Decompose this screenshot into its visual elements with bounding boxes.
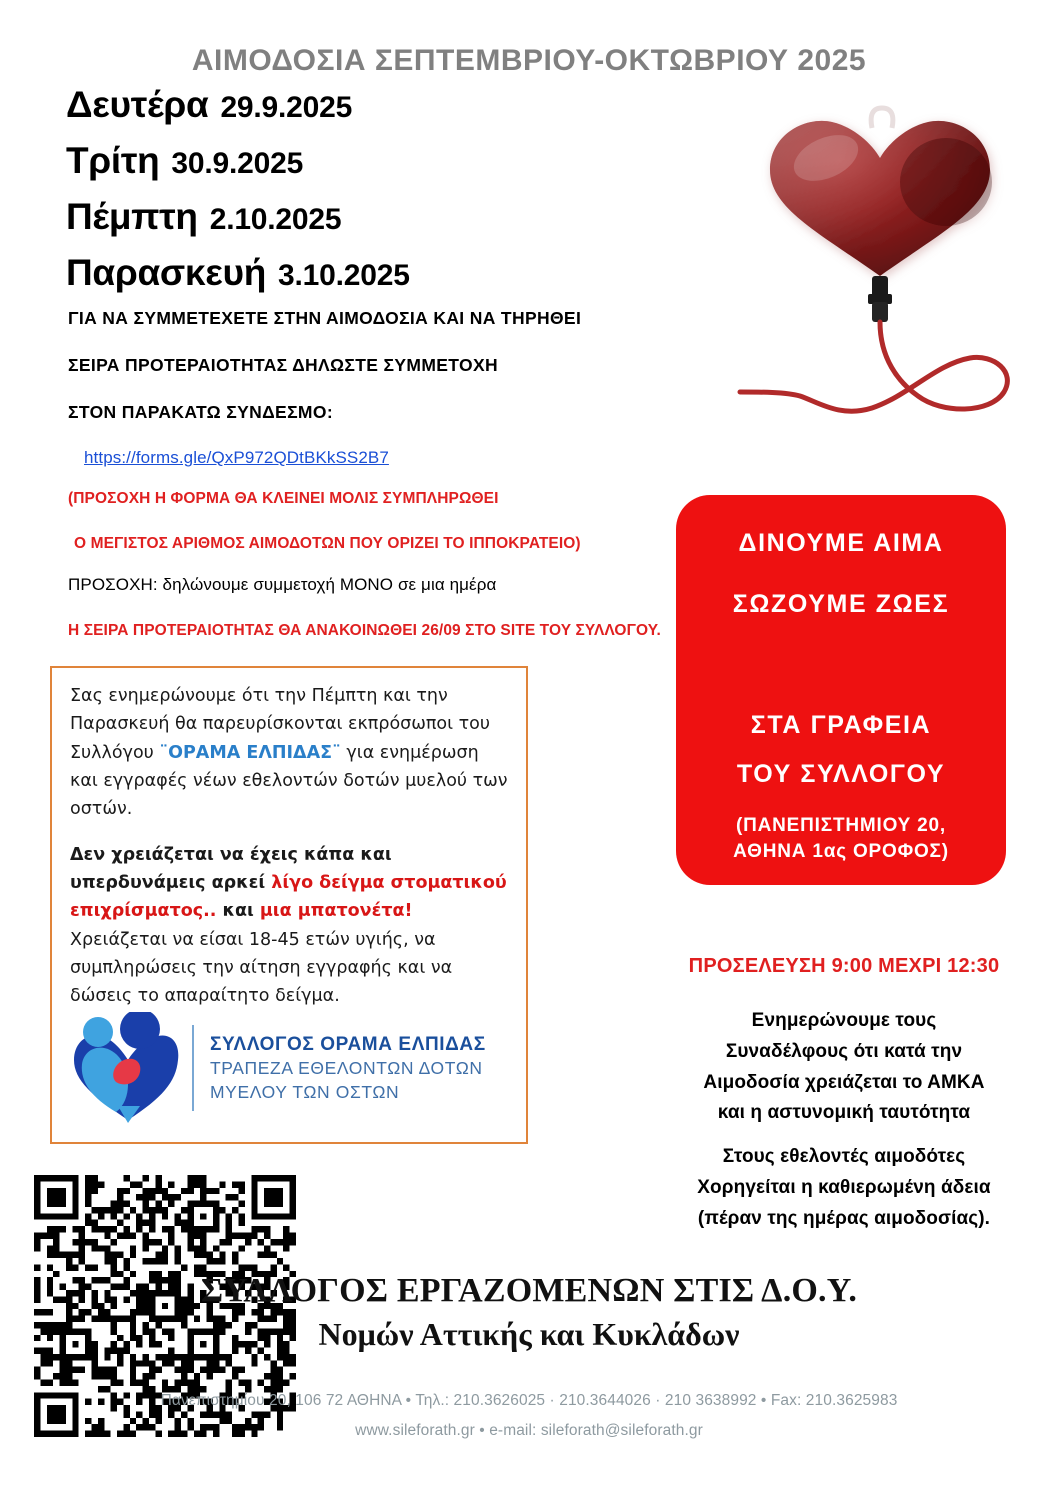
date-day-label: Παρασκευή [66, 252, 267, 293]
info-p2-part-a: Δεν χρειάζεται να έχεις κάπα και υπερδυνάμεις αρκεί [70, 844, 392, 894]
donation-location-red-box [676, 495, 1006, 885]
priority-announcement-note: Η ΣΕΙΡΑ ΠΡΟΤΕΡΑΙΟΤΗΤΑΣ ΘΑ ΑΝΑΚΟΙΝΩΘΕΙ 26/09 ΣΤΟ SITE ΤΟΥ ΣΥΛΛΟΓΟΥ. [68, 622, 661, 639]
instruction-line-3: ΣΤΟΝ ΠΑΡΑΚΑΤΩ ΣΥΝΔΕΣΜΟ: [68, 402, 333, 422]
date-value: 30.9.2025 [171, 147, 304, 180]
info-p1-part-a: Σας ενημερώνουμε ότι την Πέμπτη και την Παρασκευή θα παρευρίσκονται εκπρόσωποι του Συλλόγου [70, 686, 490, 763]
info-p1-part-b: για ενημέρωση και εγγραφές νέων εθελοντών δοτών μυελού των οστών. [70, 742, 508, 820]
instruction-line-2: ΣΕΙΡΑ ΠΡΟΤΕΡΑΙΟΤΗΤΑΣ ΔΗΛΩΣΤΕ ΣΥΜΜΕΤΟΧΗ [68, 355, 498, 375]
logo-line-1: ΣΥΛΛΟΓΟΣ ΟΡΑΜΑ ΕΛΠΙΔΑΣ [210, 1034, 486, 1056]
logo-line-2: ΤΡΑΠΕΖΑ ΕΘΕΛΟΝΤΩΝ ΔΟΤΩΝ [210, 1058, 483, 1079]
amka-note-line-1: Ενημερώνουμε τους [751, 1010, 937, 1031]
orama-elpidas-logo-icon [66, 1012, 184, 1124]
date-row [66, 252, 666, 308]
info-paragraph-2 [70, 841, 508, 1011]
logo-text-block [210, 1032, 486, 1103]
amka-id-requirement-note [670, 1006, 1018, 1129]
donation-dates-list [66, 84, 666, 308]
registration-form-link[interactable]: https://forms.gle/QxP972QDtBKkSS2B7 [84, 448, 389, 467]
date-row [66, 84, 666, 140]
swab-sample-highlight: λίγο δείγμα στοματικού επιχρίσματος.. [70, 873, 507, 922]
info-p2-part-c: Χρειάζεται να είσαι 18-45 ετών υγιής, να συμπληρώσεις την αίτηση εγγραφής και να δώσεις το απαραίτητο δείγμα. [70, 929, 453, 1007]
footer-web-email-line: www.sileforath.gr • e-mail: sileforath@sileforath.gr [355, 1422, 703, 1439]
date-value: 2.10.2025 [209, 203, 342, 236]
date-day-label: Τρίτη [66, 140, 160, 181]
arrival-hours: ΠΡΟΣΕΛΕΥΣΗ 9:00 ΜΕΧΡΙ 12:30 [688, 955, 1000, 977]
slogan-line-1: ΔΙΝΟΥΜΕ ΑΙΜΑ [738, 529, 944, 557]
instructions-block [68, 308, 728, 449]
leave-note-line-2: Χορηγείται η καθιερωμένη άδεια [697, 1176, 991, 1198]
single-day-attention-note: ΠΡΟΣΟΧΗ: δηλώνουμε συμμετοχή ΜΟΝΟ σε μια ημέρα [68, 575, 497, 594]
instruction-line-1: ΓΙΑ ΝΑ ΣΥΜΜΕΤΕΧΕΤΕ ΣΤΗΝ ΑΙΜΟΔΟΣΙΑ ΚΑΙ ΝΑ ΤΗΡΗΘΕΙ [68, 308, 582, 328]
date-value: 29.9.2025 [220, 91, 353, 124]
date-row [66, 196, 666, 252]
orama-elpidas-info-box [50, 666, 528, 1144]
logo-divider [192, 1025, 194, 1111]
date-day-label: Πέμπτη [66, 196, 198, 237]
location-line-1: ΣΤΑ ΓΡΑΦΕΙΑ [750, 711, 932, 739]
info-p2-part-b: και [216, 901, 260, 922]
form-closing-warning-line-2: Ο ΜΕΓΙΣΤΟΣ ΑΡΙΘΜΟΣ ΑΙΜΟΔΟΤΩΝ ΠΟΥ ΟΡΙΖΕΙ ΤΟ ΙΠΠΟΚΡΑΤΕΙΟ) [74, 535, 581, 552]
association-name-line-1: ΣΥΛΛΟΓΟΣ ΕΡΓΑΖΟΜΕΝΩΝ ΣΤΙΣ Δ.Ο.Υ. [200, 1272, 858, 1309]
slogan-line-2: ΣΩΖΟΥΜΕ ΖΩΕΣ [732, 590, 950, 618]
leave-note-line-1: Στους εθελοντές αιμοδότες [722, 1146, 966, 1167]
address-line-2: ΑΘΗΝΑ 1ας ΟΡΟΦΟΣ) [733, 841, 949, 863]
location-line-2: ΤΟΥ ΣΥΛΛΟΓΟΥ [736, 760, 946, 788]
donor-leave-note [670, 1142, 1018, 1234]
amka-note-line-2: Συναδέλφους ότι κατά την [725, 1040, 963, 1062]
amka-note-line-3: Αιμοδοσία χρειάζεται το ΑΜΚΑ [703, 1071, 985, 1093]
leave-note-line-3: (πέραν της ημέρας αιμοδοσίας). [697, 1207, 991, 1229]
orama-elpidas-logo [66, 1012, 486, 1124]
form-closing-warning-line-1: (ΠΡΟΣΟΧΗ Η ΦΟΡΜΑ ΘΑ ΚΛΕΙΝΕΙ ΜΟΛΙΣ ΣΥΜΠΛΗΡΩΘΕΙ [68, 490, 499, 507]
address-lines [676, 813, 1006, 865]
page-title: ΑΙΜΟΔΟΣΙΑ ΣΕΠΤΕΜΒΡΙΟΥ-ΟΚΤΩΒΡΙΟΥ 2025 [191, 44, 867, 77]
info-paragraph-1 [70, 682, 508, 824]
footer-contact-line: Πανεπιστημίου 20, 106 72 ΑΘΗΝΑ • Τηλ.: 210.3626025 · 210.3644026 · 210 3638992 • Fax: 210.3625983 [160, 1392, 898, 1409]
heart-blood-bag-illustration [722, 96, 1042, 436]
amka-note-line-4: και η αστυνομική ταυτότητα [717, 1102, 971, 1124]
org-name-highlight: ¨ΟΡΑΜΑ ΕΛΠΙΔΑΣ¨ [159, 742, 341, 763]
date-value: 3.10.2025 [278, 259, 410, 292]
address-line-1: (ΠΑΝΕΠΙΣΤΗΜΙΟΥ 20, [735, 815, 946, 836]
cotton-swab-highlight: μια μπατονέτα! [259, 901, 413, 922]
association-footer [0, 1272, 1058, 1353]
date-row [66, 140, 666, 196]
logo-line-3: ΜΥΕΛΟΥ ΤΩΝ ΟΣΤΩΝ [210, 1081, 400, 1102]
date-day-label: Δευτέρα [66, 84, 209, 125]
association-name-line-2: Νομών Αττικής και Κυκλάδων [318, 1316, 740, 1352]
